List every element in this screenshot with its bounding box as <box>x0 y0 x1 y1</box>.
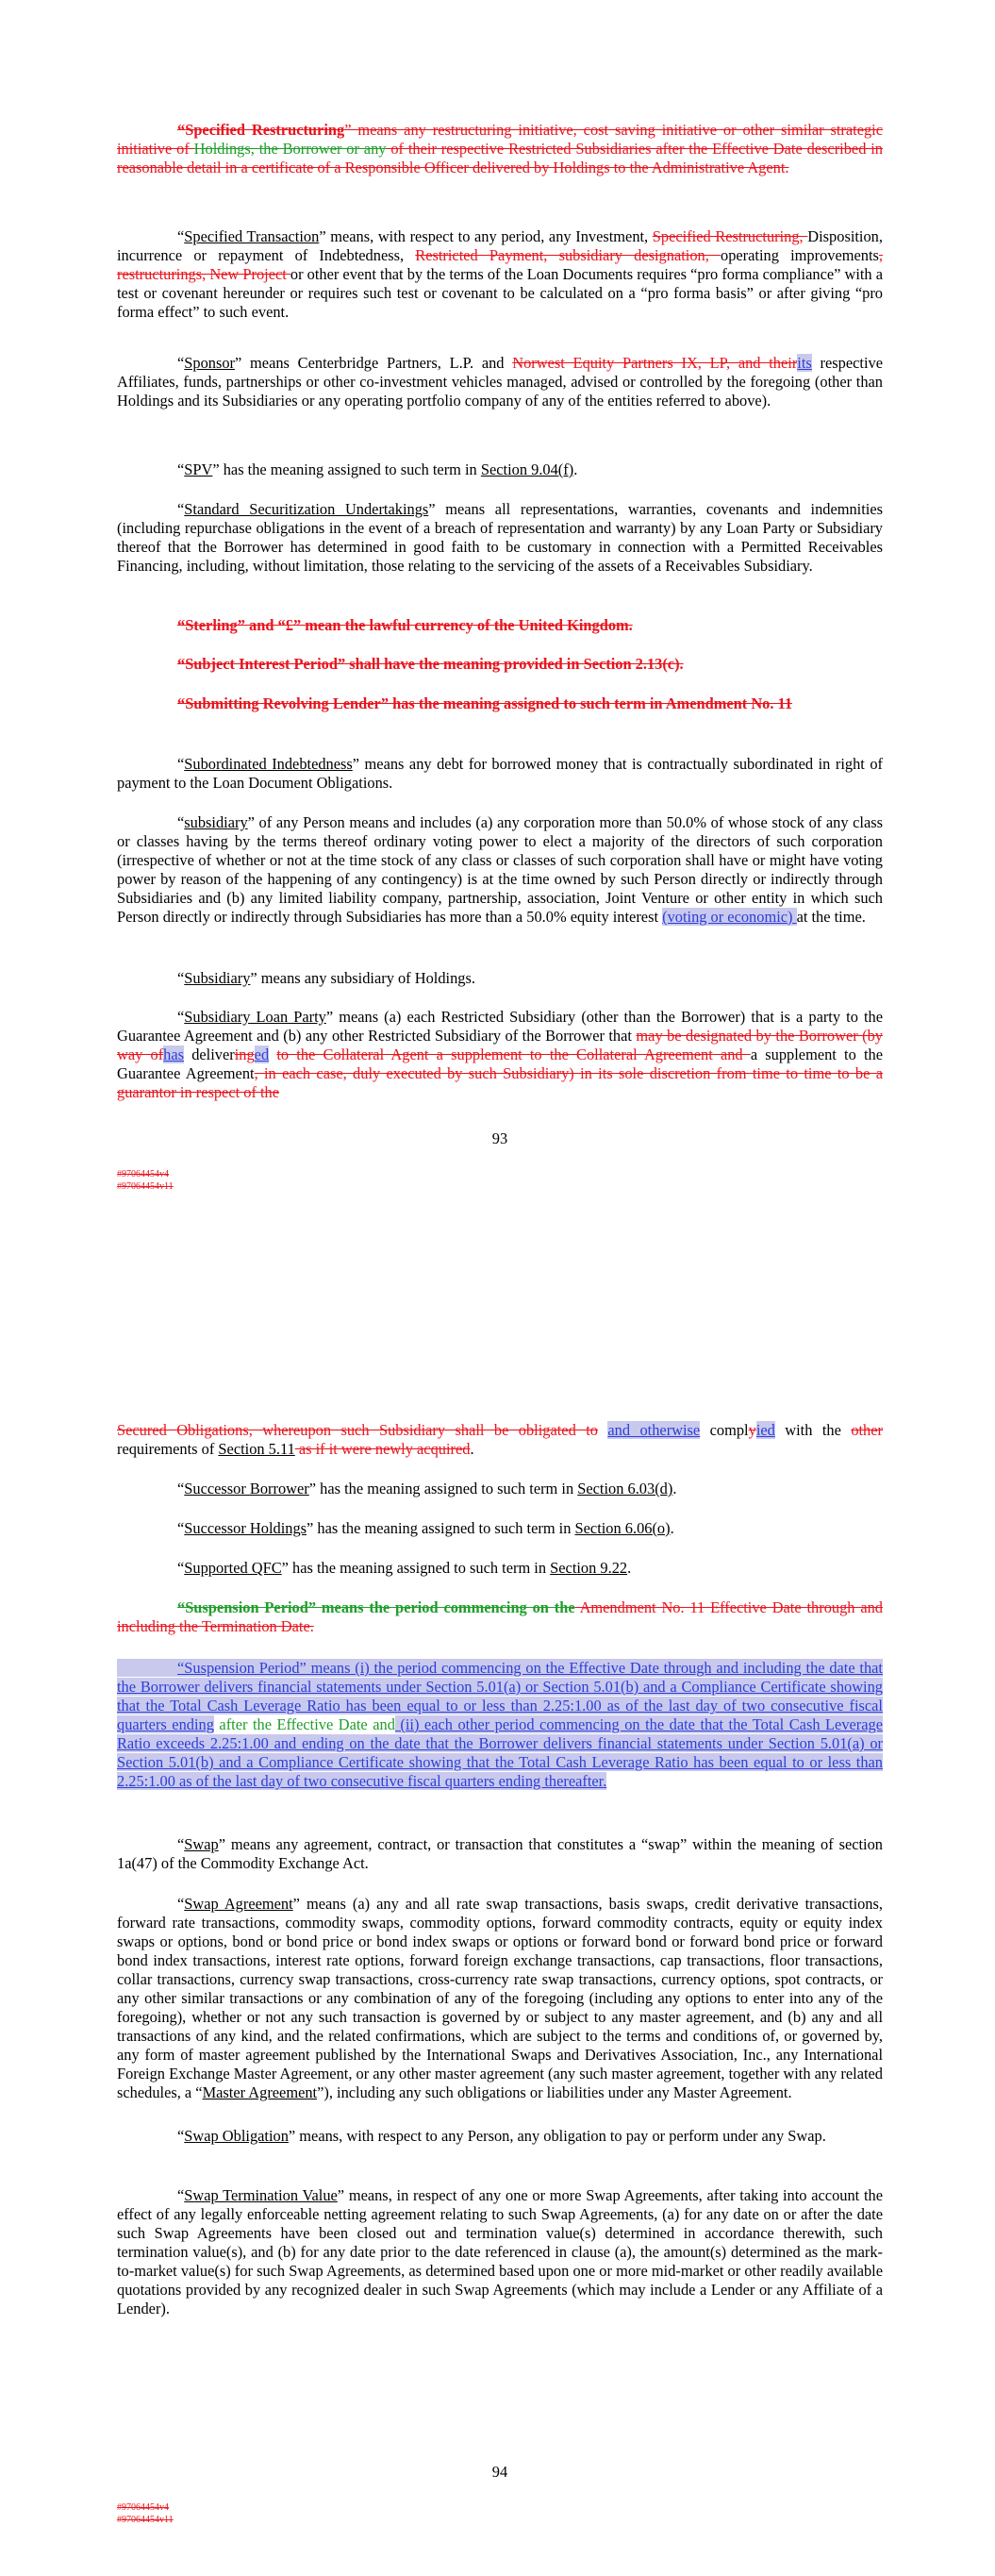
document-id: #97064454v11 <box>117 2515 174 2525</box>
defined-term: Sponsor <box>184 354 236 372</box>
section-reference: Section 9.22 <box>550 1559 628 1577</box>
defined-term: Successor Borrower <box>184 1480 309 1497</box>
definition-specified-transaction: “Specified Transaction” means, with respect to any period, any Investment, Specified Restructuring, Disposition, incurrence or repayment of Indebtedness, Restricted Payment, subsidiary designation, operating improvements, restructurings, New Project or other event that by the terms of the Loan Documents requires “pro forma compliance” with a test or covenant hereunder or requires such test or covenant to be calculated on a “pro forma basis” or after giving “pro forma effect” to such event. <box>117 227 884 321</box>
section-reference: Section 6.06(o) <box>574 1519 671 1537</box>
defined-term: Successor Holdings <box>184 1519 307 1537</box>
defined-term: Subsidiary Loan Party <box>184 1008 326 1026</box>
defined-term: Standard Securitization Undertakings <box>184 500 429 518</box>
moved-text: “Suspension Period” means the period commencing on the <box>177 1598 575 1616</box>
defined-term: Swap Obligation <box>184 2127 289 2145</box>
definition-specified-restructuring: “Specified Restructuring” means any restructuring initiative, cost saving initiative or other similar strategic initiative of Holdings, the Borrower or any of their respective Restricted Subsidiaries after the Effective Date described in reasonable detail in a certificate of a Responsible Officer delivered by Holdings to the Administrative Agent. <box>117 121 884 176</box>
defined-term: SPV <box>184 460 213 478</box>
defined-term: Specified Transaction <box>184 227 320 245</box>
defined-term: Supported QFC <box>184 1559 282 1577</box>
definition-subsidiary: “subsidiary” of any Person means and includes (a) any corporation more than 50.0% of whose stock of any class or classes having by the terms thereof ordinary voting power to elect a majority of the directors of such corporation (irrespective of whether or not at the time stock of any class or classes of such corporation shall have or might have voting power by reason of the happening of any contingency) is at the time owned by such Person directly or indirectly through Subsidiaries and (b) any limited liability company, partnership, association, Joint Venture or other entity in which such Person directly or indirectly through Subsidiaries has more than a 50.0% equity interest (voting or economic) at the time. <box>117 813 883 926</box>
definition-swap-termination-value: “Swap Termination Value” means, in respect of any one or more Swap Agreements, after taking into account the effect of any legally enforceable netting agreement relating to such Swap Agreements, (a) for any date on or after the date such Swap Agreements have been closed out and termination value(s) determined in accordance therewith, such termination value(s), and (b) for any date prior to the date referenced in clause (a), the amount(s) determined as the mark-to-market value(s) for such Swap Agreements, as determined based upon one or more mid-market or other readily available quotations provided by any recognized dealer in such Swap Agreements (which may include a Lender or any Affiliate of a Lender). <box>117 2186 883 2317</box>
definition-standard-securitization-undertakings: “Standard Securitization Undertakings” means all representations, warranties, covenants and indemnities (including repurchase obligations in the event of a breach of representation and warranty) by any Loan Party or Subsidiary thereof that the Borrower has determined in good faith to be customary in connection with a Permitted Receivables Financing, including, without limitation, those relating to the servicing of the assets of a Receivables Subsidiary. <box>117 500 883 575</box>
page-number: 93 <box>491 1129 508 1147</box>
moved-text: after the Effective Date and <box>213 1715 395 1733</box>
document-id: #97064454v4 <box>117 1169 169 1179</box>
moved-text: Holdings, the Borrower or any <box>193 140 387 158</box>
defined-term: Swap Agreement <box>184 1895 293 1913</box>
defined-term: Subordinated Indebtedness <box>184 755 353 773</box>
defined-term: subsidiary <box>184 813 248 831</box>
section-reference: Section 6.03(d) <box>577 1480 673 1497</box>
definition-suspension-period-old: “Suspension Period” means the period commencing on the Amendment No. 11 Effective Date through and including the Termination Date. <box>117 1598 883 1635</box>
definition-subject-interest-period-deleted: “Subject Interest Period” shall have the meaning provided in Section 2.13(c). <box>177 655 684 673</box>
defined-term: Subsidiary <box>184 969 251 987</box>
definition-successor-borrower: “Successor Borrower” has the meaning assigned to such term in Section 6.03(d). <box>177 1480 677 1497</box>
definition-suspension-period-new: “Suspension Period” means (i) the period commencing on the Effective Date through and including the date that the Borrower delivers financial statements under Section 5.01(a) or Section 5.01(b) and a Compliance Certificate showing that the Total Cash Leverage Ratio has been equal to or less than 2.25:1.00 as of the last day of two consecutive fiscal quarters ending after the Effective Date and (ii) each other period commencing on the date that the Total Cash Leverage Ratio exceeds 2.25:1.00 and ending on the date that the Borrower delivers financial statements under Section 5.01(a) or Section 5.01(b) and a Compliance Certificate showing that the Total Cash Leverage Ratio has been equal to or less than 2.25:1.00 as of the last day of two consecutive fiscal quarters ending thereafter. <box>117 1659 883 1790</box>
definition-subsidiary-capitalized: “Subsidiary” means any subsidiary of Holdings. <box>177 969 475 987</box>
document-id: #97064454v4 <box>117 2502 169 2513</box>
section-reference: Section 5.11 <box>218 1440 295 1458</box>
definition-submitting-revolving-lender-deleted: “Submitting Revolving Lender” has the meaning assigned to such term in Amendment No. 11 <box>177 694 793 712</box>
defined-term: Specified Restructuring <box>185 121 345 139</box>
definition-spv: “SPV” has the meaning assigned to such term in Section 9.04(f). <box>177 460 578 478</box>
section-reference: Section 9.04(f) <box>480 460 574 478</box>
definition-sponsor: “Sponsor” means Centerbridge Partners, L.P. and Norwest Equity Partners IX, LP, and theirits respective Affiliates, funds, partnerships or other co-investment vehicles managed, advised or controlled by the foregoing (other than Holdings and its Subsidiaries or any operating portfolio company of any of the entities referred to above). <box>117 354 883 410</box>
definition-sterling-deleted: “Sterling” and “£” mean the lawful currency of the United Kingdom. <box>177 616 633 634</box>
definition-swap-agreement: “Swap Agreement” means (a) any and all rate swap transactions, basis swaps, credit derivative transactions, forward rate transactions, commodity swaps, commodity options, forward commodity contracts, equity or equity index swaps or options, bond or bond price or bond index swaps or options or forward bond or forward bond price or forward bond index transactions, interest rate options, forward foreign exchange transactions, cap transactions, floor transactions, collar transactions, currency swap transactions, cross-currency rate swap transactions, currency options, spot contracts, or any other similar transactions or any combination of any of the foregoing (including any options to enter into any of the foregoing), whether or not any such transaction is governed by or subject to any master agreement, and (b) any and all transactions of any kind, and the related confirmations, which are subject to the terms and conditions of, or governed by, any form of master agreement published by the International Swaps and Derivatives Association, Inc., any International Foreign Exchange Master Agreement, or any other master agreement (any such master agreement, together with any related schedules, a “Master Agreement”), including any such obligations or liabilities under any Master Agreement. <box>117 1895 883 2101</box>
definition-supported-qfc: “Supported QFC” has the meaning assigned to such term in Section 9.22. <box>177 1559 632 1577</box>
subsidiary-loan-party-continuation: Secured Obligations, whereupon such Subsidiary shall be obligated to and otherwise complyied with the other requirements of Section 5.11 as if it were newly acquired. <box>117 1421 883 1458</box>
definition-subsidiary-loan-party: “Subsidiary Loan Party” means (a) each Restricted Subsidiary (other than the Borrower) that is a party to the Guarantee Agreement and (b) any other Restricted Subsidiary of the Borrower that may be designated by the Borrower (by way ofhas deliveringed to the Collateral Agent a supplement to the Collateral Agreement and a supplement to the Guarantee Agreement, in each case, duly executed by such Subsidiary) in its sole discretion from time to time to be a guarantor in respect of the <box>117 1008 883 1101</box>
definition-successor-holdings: “Successor Holdings” has the meaning assigned to such term in Section 6.06(o). <box>177 1519 674 1537</box>
definition-swap-obligation: “Swap Obligation” means, with respect to any Person, any obligation to pay or perform under any Swap. <box>177 2127 826 2145</box>
defined-term: Master Agreement <box>202 2083 318 2101</box>
defined-term: Swap <box>184 1835 219 1853</box>
definition-swap: “Swap” means any agreement, contract, or transaction that constitutes a “swap” within the meaning of section 1a(47) of the Commodity Exchange Act. <box>117 1835 883 1872</box>
definition-subordinated-indebtedness: “Subordinated Indebtedness” means any debt for borrowed money that is contractually subordinated in right of payment to the Loan Document Obligations. <box>117 755 883 792</box>
page-number: 94 <box>491 2463 508 2481</box>
defined-term: Swap Termination Value <box>184 2186 338 2204</box>
document-id: #97064454v11 <box>117 1181 174 1192</box>
